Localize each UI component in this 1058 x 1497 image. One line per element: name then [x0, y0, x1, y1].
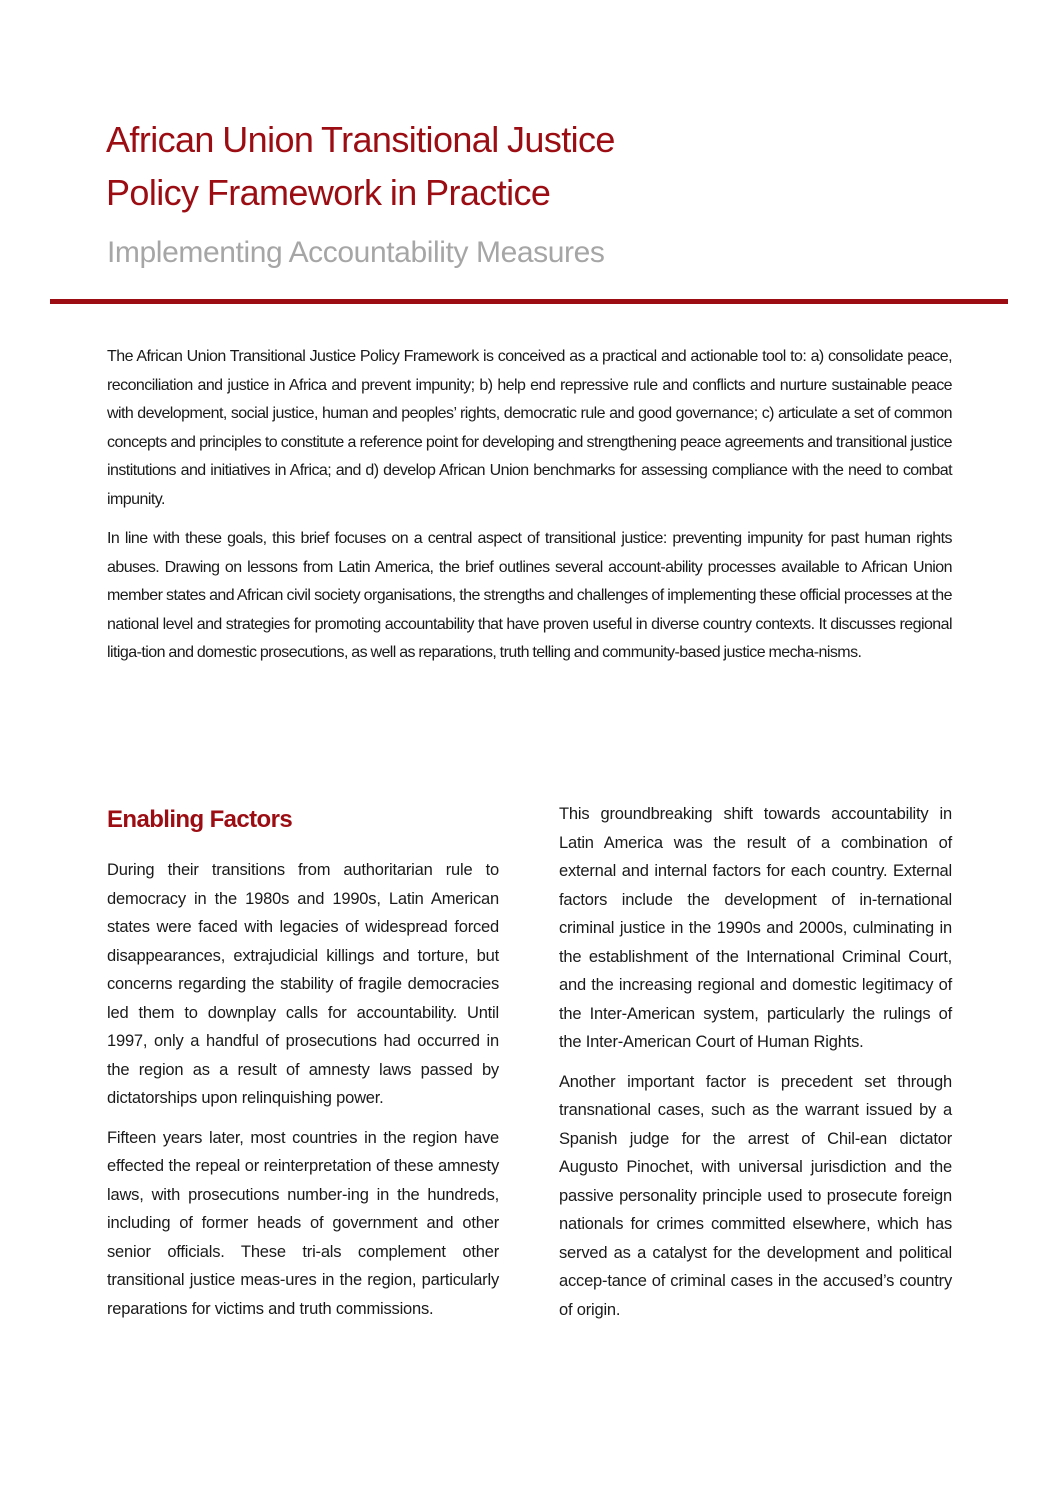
right-paragraph-2: Another important factor is precedent set through transnational cases, such as the warrant issued by a Spanish judge for the arrest of Chil-ean dictator Augusto Pinochet, with universal jurisdiction and the passive personality principle used to prosecute foreign nationals for crimes committed elsewhere, which has served as a catalyst for the development and political accep-tance of criminal cases in the accused’s country of origin. — [559, 1072, 952, 1319]
left-paragraph-2: Fifteen years later, most countries in the region have effected the repeal or reinterpretation of these amnesty laws, with prosecutions number-ing in the hundreds, including of former heads of government and other senior officials. These tri-als complement other transitional justice meas-ures in the region, particularly reparations for victims and truth commissions. — [107, 1128, 499, 1318]
right-paragraph-1: This groundbreaking shift towards accountability in Latin America was the result of a combination of external and internal factors for each country. External factors include the development of in-ternational criminal justice in the 1990s and 2000s, culminating in the establishment of the International Criminal Court, and the increasing regional and domestic legitimacy of the Inter-American system, particularly the rulings of the Inter-American Court of Human Rights. — [559, 805, 952, 1051]
document-subtitle: Implementing Accountability Measures — [107, 236, 605, 269]
right-column — [559, 800, 952, 1335]
intro-section — [107, 343, 952, 679]
left-paragraph-1: During their transitions from authoritarian rule to democracy in the 1980s and 1990s, Latin American states were faced with legacies of widespread forced disappearances, extrajudicial killings and torture, but concerns regarding the stability of fragile democracies led them to downplay calls for accountability. Until 1997, only a handful of prosecutions had occurred in the region as a result of amnesty laws passed by dictatorships upon relinquishing power. — [107, 861, 499, 1107]
document-title — [106, 113, 906, 219]
header-divider — [50, 299, 1008, 304]
section-heading: Enabling Factors — [107, 806, 293, 833]
intro-paragraph-1: The African Union Transitional Justice Policy Framework is conceived as a practical and actionable tool to: a) consolidate peace, reconciliation and justice in Africa and prevent impunity; b) help end repressive rule and conflicts and nurture sustainable peace with development, social justice, human and peoples’ rights, democratic rule and good governance; c) articulate a set of common concepts and principles to constitute a reference point for developing and strengthening peace agreements and transitional justice institutions and initiatives in Africa; and d) develop African Union benchmarks for assessing compliance with the need to combat impunity. — [107, 348, 952, 508]
left-column — [107, 800, 499, 1334]
intro-paragraph-2: In line with these goals, this brief focuses on a central aspect of transitional justice: preventing impunity for past human rights abuses. Drawing on lessons from Latin America, the brief outlines several account-ability processes available to African Union member states and African civil society organisations, the strengths and challenges of implementing these official processes at the national level and strategies for promoting accountability that have proven useful in diverse country contexts. It discusses regional litiga-tion and domestic prosecutions, as well as reparations, truth telling and community-based justice mecha-nisms. — [107, 530, 952, 661]
title-line-2: Policy Framework in Practice — [106, 172, 551, 213]
title-line-1: African Union Transitional Justice — [106, 119, 615, 160]
